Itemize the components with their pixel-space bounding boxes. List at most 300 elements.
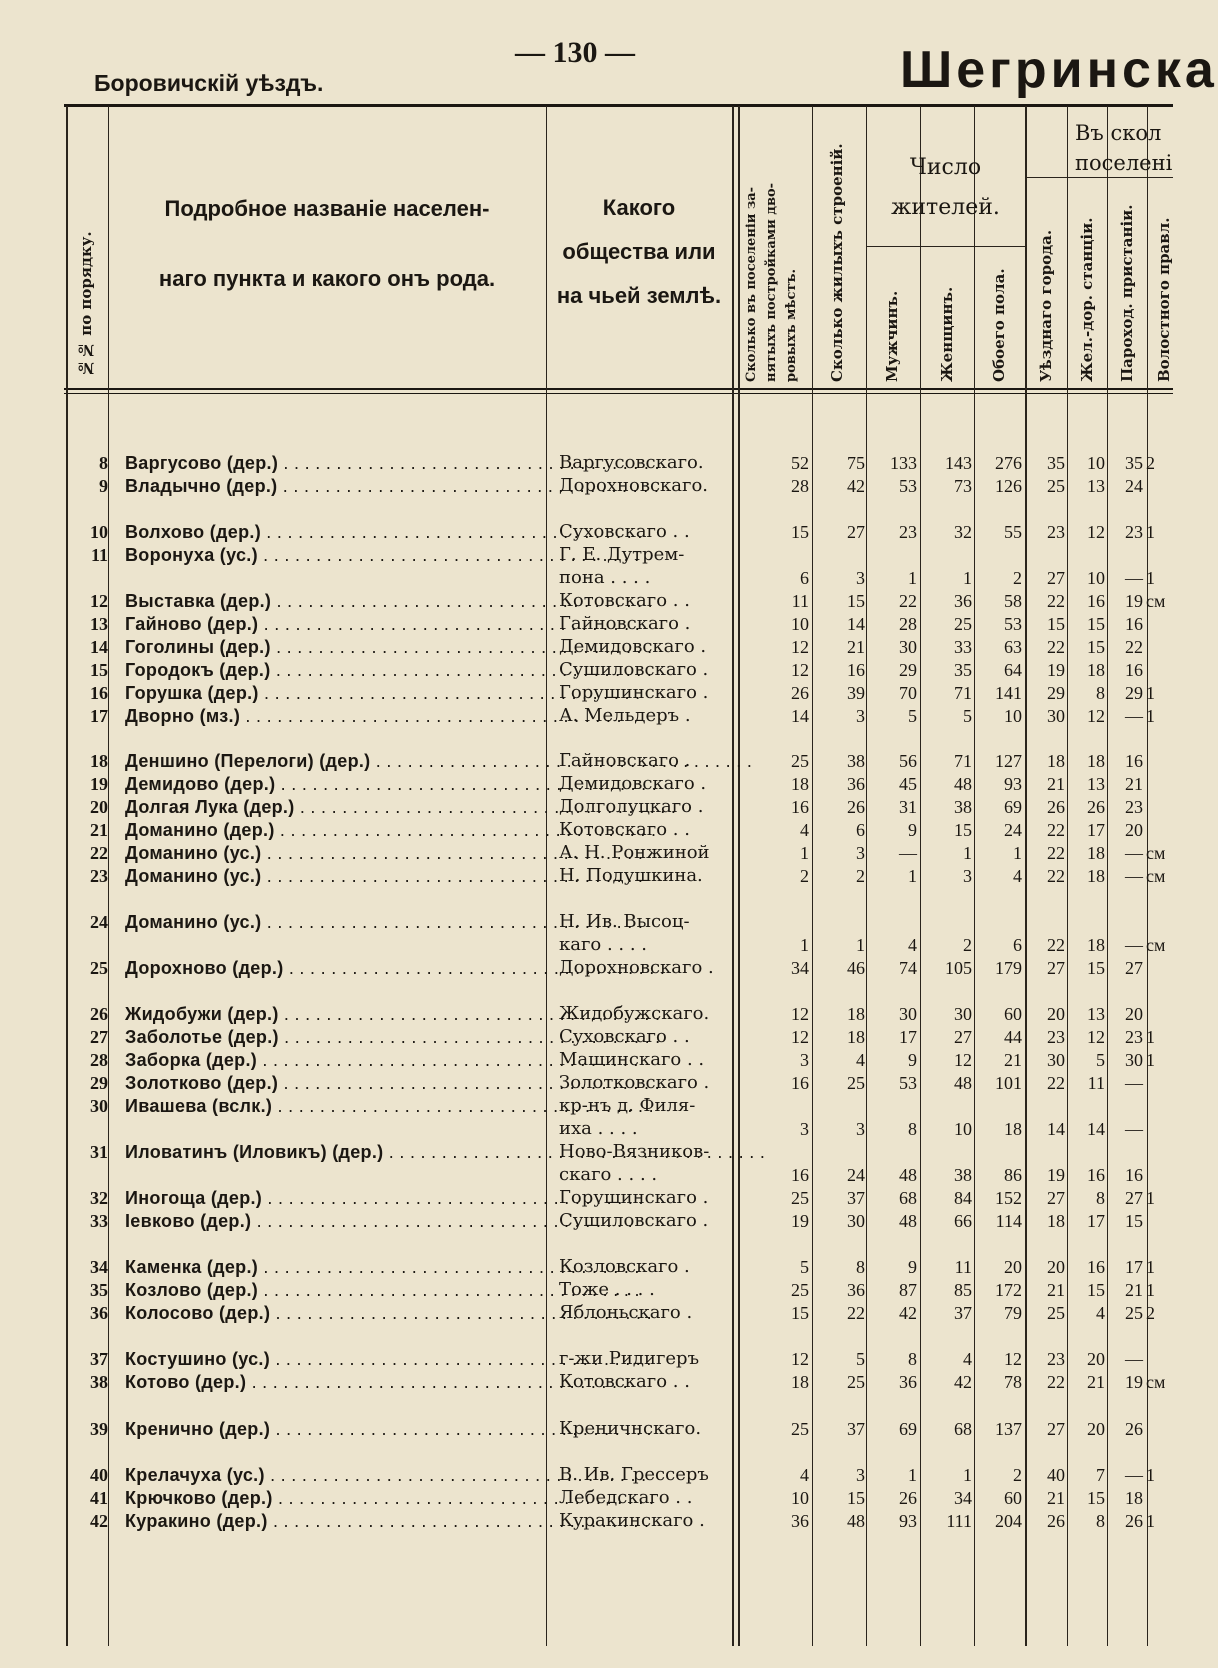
to-volost-value: см [1146,591,1166,611]
place-name: Крючково (дер.) . . . [125,1487,545,1509]
females-value: 34 [954,1488,972,1508]
table-row [0,1464,1173,1486]
buildings-value: 16 [847,660,865,680]
header-society-line1: Какого [602,195,676,220]
to-station-value: 18 [1087,751,1105,771]
row-number: 42 [90,1511,108,1531]
males-value: 53 [899,1073,917,1093]
place-name: Крелачуха (ус.) . . . [125,1464,545,1486]
society-name: Лебедскаго . . [559,1487,693,1508]
to-volost-value: 1 [1146,706,1155,726]
females-value: 38 [954,1165,972,1185]
header-name-line2: наго пункта и какого онъ рода. [158,266,496,291]
buildings-value: 3 [856,843,865,863]
to-town-value: 22 [1047,935,1065,955]
society-name: Креничнскаго. [559,1418,702,1439]
buildings-value: 14 [847,614,865,634]
to-station-value: 8 [1096,683,1105,703]
to-station-value: 12 [1087,706,1105,726]
to-station-value: 15 [1087,614,1105,634]
buildings-value: 46 [847,958,865,978]
header-inhabitants [866,148,1025,228]
females-value: 73 [954,476,972,496]
society-name: пона . . . . [559,567,651,588]
society-name: Ново-Вязников- [559,1141,710,1162]
to-pier-value: 27 [1125,1188,1143,1208]
buildings-value: 37 [847,1419,865,1439]
row-number: 27 [90,1027,108,1047]
to-town-value: 27 [1047,958,1065,978]
society-name: Гайновскаго . [559,750,691,771]
header-distance-line2: поселені [1075,151,1173,175]
females-value: 3 [963,866,972,886]
to-pier-value: 35 [1125,453,1143,473]
to-pier-value: 15 [1125,1211,1143,1231]
to-pier-value: 21 [1125,774,1143,794]
buildings-value: 22 [847,1303,865,1323]
buildings-value: 39 [847,683,865,703]
header-total: Обоего пола. [990,268,1008,382]
to-pier-value: 27 [1125,958,1143,978]
society-name: Н. Ив. Высоц- [559,911,690,932]
to-town-value: 22 [1047,1073,1065,1093]
to-volost-value: 1 [1146,1465,1155,1485]
to-town-value: 19 [1047,1165,1065,1185]
dwellings-value: 14 [791,706,809,726]
buildings-value: 4 [856,1050,865,1070]
to-pier-value: — [1125,935,1143,955]
buildings-value: 5 [856,1349,865,1369]
dwellings-value: 25 [791,1280,809,1300]
total-value: 2 [1013,568,1022,588]
to-station-value: 8 [1096,1511,1105,1531]
to-station-value: 20 [1087,1419,1105,1439]
place-name: Гайново (дер.) . . . [125,613,545,635]
header-to-station: Жел.-дор. станціи. [1078,217,1096,382]
row-number: 28 [90,1050,108,1070]
row-number: 40 [90,1465,108,1485]
table-row [0,1141,1173,1163]
to-town-value: 18 [1047,751,1065,771]
males-value: — [899,843,917,863]
males-value: 9 [908,820,917,840]
row-number: 20 [90,797,108,817]
females-value: 1 [963,843,972,863]
row-number: 16 [90,683,108,703]
table-row [0,1418,1173,1440]
table-row [0,865,1173,887]
dwellings-value: 25 [791,751,809,771]
buildings-value: 75 [847,453,865,473]
to-station-value: 18 [1087,935,1105,955]
to-town-value: 35 [1047,453,1065,473]
total-value: 114 [995,1211,1022,1231]
to-volost-value: см [1146,1372,1166,1392]
row-number: 21 [90,820,108,840]
to-station-value: 16 [1087,1257,1105,1277]
total-value: 152 [995,1188,1022,1208]
header-to-pier: Пароход. пристаніи. [1118,204,1136,382]
to-volost-value: см [1146,935,1166,955]
to-station-value: 7 [1096,1465,1105,1485]
to-pier-value: — [1125,843,1143,863]
header-distance-line1: Въ скол [1075,121,1162,145]
to-pier-value: 24 [1125,476,1143,496]
dwellings-value: 16 [791,797,809,817]
to-town-value: 20 [1047,1257,1065,1277]
to-pier-value: — [1125,1073,1143,1093]
buildings-value: 2 [856,866,865,886]
row-number: 15 [90,660,108,680]
total-value: 276 [995,453,1022,473]
to-pier-value: 18 [1125,1488,1143,1508]
males-value: 36 [899,1372,917,1392]
volost-title: Шегринска [900,41,1218,99]
to-pier-value: 16 [1125,751,1143,771]
place-name: Ивашева (вслк.) . . . [125,1095,545,1117]
females-value: 10 [954,1119,972,1139]
males-value: 48 [899,1211,917,1231]
dwellings-value: 12 [791,1349,809,1369]
to-volost-value: 1 [1146,1050,1155,1070]
males-value: 9 [908,1257,917,1277]
to-town-value: 21 [1047,1280,1065,1300]
place-name: Золотково (дер.) . . . [125,1072,545,1094]
header-dwellings-line2: нятыхъ постройками дво- [764,182,779,382]
females-value: 35 [954,660,972,680]
to-town-value: 27 [1047,1188,1065,1208]
header-society-line2: общества или [562,239,716,264]
row-number: 33 [90,1211,108,1231]
total-value: 78 [1004,1372,1022,1392]
females-value: 2 [963,935,972,955]
district-title: Боровичскій уѣздъ. [94,70,324,96]
to-town-value: 30 [1047,1050,1065,1070]
table-row [0,705,1173,727]
table-row [0,1003,1173,1025]
males-value: 53 [899,476,917,496]
table-row [0,1302,1173,1324]
buildings-value: 25 [847,1372,865,1392]
row-number: 35 [90,1280,108,1300]
society-name: Жидобужскаго. [559,1003,710,1024]
females-value: 27 [954,1027,972,1047]
total-value: 127 [995,751,1022,771]
dwellings-value: 26 [791,683,809,703]
males-value: 22 [899,591,917,611]
dwellings-value: 5 [800,1257,809,1277]
to-town-value: 22 [1047,591,1065,611]
row-number: 30 [90,1096,108,1116]
to-station-value: 15 [1087,637,1105,657]
dwellings-value: 6 [800,568,809,588]
males-value: 68 [899,1188,917,1208]
society-name: А. Н. Ронжиной [559,842,710,863]
dwellings-value: 15 [791,522,809,542]
to-town-value: 18 [1047,1211,1065,1231]
header-distance [1075,118,1185,178]
females-value: 38 [954,797,972,817]
society-name: Яблоньскаго . [559,1302,693,1323]
table-row [0,1348,1173,1370]
row-number: 18 [90,751,108,771]
total-value: 6 [1013,935,1022,955]
header-inhabitants-line1: Число [909,155,982,180]
males-value: 133 [890,453,917,473]
header-name-line1: Подробное названіе населен- [164,196,490,221]
buildings-value: 36 [847,774,865,794]
total-value: 93 [1004,774,1022,794]
table-row [0,1118,1173,1140]
society-name: Дорохновскаго. [559,475,709,496]
to-station-value: 11 [1087,1073,1105,1093]
society-name: Котовскаго . . [559,819,690,840]
buildings-value: 3 [856,1465,865,1485]
females-value: 12 [954,1050,972,1070]
females-value: 143 [945,453,972,473]
females-value: 48 [954,774,972,794]
to-pier-value: 21 [1125,1280,1143,1300]
row-number: 22 [90,843,108,863]
total-value: 4 [1013,866,1022,886]
total-value: 137 [995,1419,1022,1439]
total-value: 20 [1004,1257,1022,1277]
buildings-value: 30 [847,1211,865,1231]
males-value: 69 [899,1419,917,1439]
header-females: Женщинъ. [938,286,956,382]
dwellings-value: 15 [791,1303,809,1323]
buildings-value: 8 [856,1257,865,1277]
table-row [0,1095,1173,1117]
total-value: 1 [1013,843,1022,863]
buildings-value: 1 [856,935,865,955]
table-row [0,452,1173,474]
females-value: 42 [954,1372,972,1392]
total-value: 60 [1004,1004,1022,1024]
to-pier-value: 29 [1125,683,1143,703]
buildings-value: 15 [847,1488,865,1508]
table-row [0,636,1173,658]
inhabitants-rule [866,246,1025,247]
place-name: Заболотье (дер.) . . . [125,1026,545,1048]
buildings-value: 24 [847,1165,865,1185]
females-value: 15 [954,820,972,840]
table-row [0,1187,1173,1209]
society-name: каго . . . . [559,934,648,955]
to-station-value: 16 [1087,1165,1105,1185]
total-value: 79 [1004,1303,1022,1323]
to-station-value: 16 [1087,591,1105,611]
females-value: 1 [963,1465,972,1485]
total-value: 60 [1004,1488,1022,1508]
females-value: 85 [954,1280,972,1300]
males-value: 30 [899,637,917,657]
to-volost-value: см [1146,843,1166,863]
header-buildings: Сколько жилыхъ строеній. [828,143,846,382]
place-name: Воронуха (ус.) . . . [125,544,545,566]
to-volost-value: 1 [1146,1027,1155,1047]
total-value: 141 [995,683,1022,703]
to-town-value: 23 [1047,1027,1065,1047]
place-name: Кренично (дер.) . . . [125,1418,545,1440]
header-society-line3: на чьей землѣ. [556,283,722,308]
total-value: 44 [1004,1027,1022,1047]
place-name: Костушино (ус.) . . . [125,1348,545,1370]
to-pier-value: 25 [1125,1303,1143,1323]
to-pier-value: 23 [1125,797,1143,817]
society-name: Машинскаго . . [559,1049,705,1070]
row-number: 10 [90,522,108,542]
total-value: 10 [1004,706,1022,726]
row-number: 14 [90,637,108,657]
to-town-value: 27 [1047,1419,1065,1439]
to-volost-value: 1 [1146,683,1155,703]
to-station-value: 18 [1087,660,1105,680]
header-to-volost: Волостного правл. [1155,217,1173,382]
buildings-value: 36 [847,1280,865,1300]
place-name: Дворно (мз.) . . . [125,705,545,727]
society-name: иха . . . . [559,1118,638,1139]
to-town-value: 22 [1047,843,1065,863]
row-number: 24 [90,912,108,932]
total-value: 86 [1004,1165,1022,1185]
to-pier-value: 16 [1125,660,1143,680]
dwellings-value: 18 [791,1372,809,1392]
table-row [0,544,1173,566]
society-name: А. Мельдеръ . [559,705,691,726]
to-town-value: 20 [1047,1004,1065,1024]
to-station-value: 13 [1087,774,1105,794]
society-name: Варгусовскаго. [559,452,704,473]
table-row [0,1026,1173,1048]
to-pier-value: — [1125,706,1143,726]
total-value: 172 [995,1280,1022,1300]
place-name: Владычно (дер.) . . . [125,475,545,497]
females-value: 4 [963,1349,972,1369]
to-station-value: 12 [1087,1027,1105,1047]
header-rule [64,388,1173,390]
place-name: Доманино (ус.) . . . [125,911,545,933]
males-value: 31 [899,797,917,817]
to-town-value: 23 [1047,522,1065,542]
total-value: 126 [995,476,1022,496]
to-town-value: 30 [1047,706,1065,726]
to-town-value: 21 [1047,1488,1065,1508]
total-value: 2 [1013,1465,1022,1485]
to-volost-value: 1 [1146,522,1155,542]
place-name: Иловатинъ (Иловикъ) (дер.) . . . [125,1141,545,1163]
to-station-value: 17 [1087,820,1105,840]
place-name: Козлово (дер.) . . . [125,1279,545,1301]
dwellings-value: 12 [791,660,809,680]
place-name: Демидово (дер.) . . . [125,773,545,795]
females-value: 66 [954,1211,972,1231]
row-number: 23 [90,866,108,886]
buildings-value: 27 [847,522,865,542]
to-station-value: 5 [1096,1050,1105,1070]
females-value: 48 [954,1073,972,1093]
to-town-value: 25 [1047,1303,1065,1323]
total-value: 21 [1004,1050,1022,1070]
to-station-value: 21 [1087,1372,1105,1392]
to-town-value: 25 [1047,476,1065,496]
dwellings-value: 1 [800,935,809,955]
to-town-value: 21 [1047,774,1065,794]
to-volost-value: 1 [1146,568,1155,588]
header-dwellings-line1: Сколько въ поселеніи за- [744,186,759,382]
society-name: Г. Е. Дутрем- [559,544,685,565]
males-value: 1 [908,866,917,886]
society-name: Суховскаго . . [559,1026,690,1047]
total-value: 53 [1004,614,1022,634]
to-pier-value: 19 [1125,1372,1143,1392]
to-town-value: 26 [1047,1511,1065,1531]
females-value: 71 [954,683,972,703]
place-name: Горушка (дер.) . . . [125,682,545,704]
to-station-value: 18 [1087,866,1105,886]
males-value: 26 [899,1488,917,1508]
header-males: Мужчинъ. [883,290,901,382]
to-town-value: 26 [1047,797,1065,817]
dwellings-value: 12 [791,637,809,657]
society-name: Суховскаго . . [559,521,690,542]
society-name: Тоже . . . . [559,1279,655,1300]
buildings-value: 42 [847,476,865,496]
row-number: 13 [90,614,108,634]
row-number: 26 [90,1004,108,1024]
dwellings-value: 1 [800,843,809,863]
total-value: 18 [1004,1119,1022,1139]
to-town-value: 22 [1047,866,1065,886]
to-pier-value: 20 [1125,820,1143,840]
table-row [0,750,1173,772]
society-name: Козловскаго . [559,1256,690,1277]
males-value: 56 [899,751,917,771]
males-value: 8 [908,1349,917,1369]
dwellings-value: 52 [791,453,809,473]
place-name: Волхово (дер.) . . . [125,521,545,543]
table-row [0,521,1173,543]
place-name: Каменка (дер.) . . . [125,1256,545,1278]
total-value: 204 [995,1511,1022,1531]
society-name: Демидовскаго . [559,773,707,794]
to-station-value: 8 [1096,1188,1105,1208]
place-name: Доманино (ус.) . . . [125,865,545,887]
males-value: 28 [899,614,917,634]
table-row [0,1164,1173,1186]
dwellings-value: 3 [800,1119,809,1139]
to-pier-value: 16 [1125,1165,1143,1185]
females-value: 5 [963,706,972,726]
dwellings-value: 12 [791,1004,809,1024]
females-value: 33 [954,637,972,657]
to-station-value: 26 [1087,797,1105,817]
to-station-value: 14 [1087,1119,1105,1139]
table-row [0,819,1173,841]
to-town-value: 22 [1047,637,1065,657]
males-value: 29 [899,660,917,680]
row-number: 31 [90,1142,108,1162]
females-value: 25 [954,614,972,634]
to-town-value: 23 [1047,1349,1065,1369]
males-value: 87 [899,1280,917,1300]
total-value: 69 [1004,797,1022,817]
place-name: Заборка (дер.) . . . [125,1049,545,1071]
to-station-value: 4 [1096,1303,1105,1323]
buildings-value: 25 [847,1073,865,1093]
row-number: 34 [90,1257,108,1277]
row-number: 38 [90,1372,108,1392]
